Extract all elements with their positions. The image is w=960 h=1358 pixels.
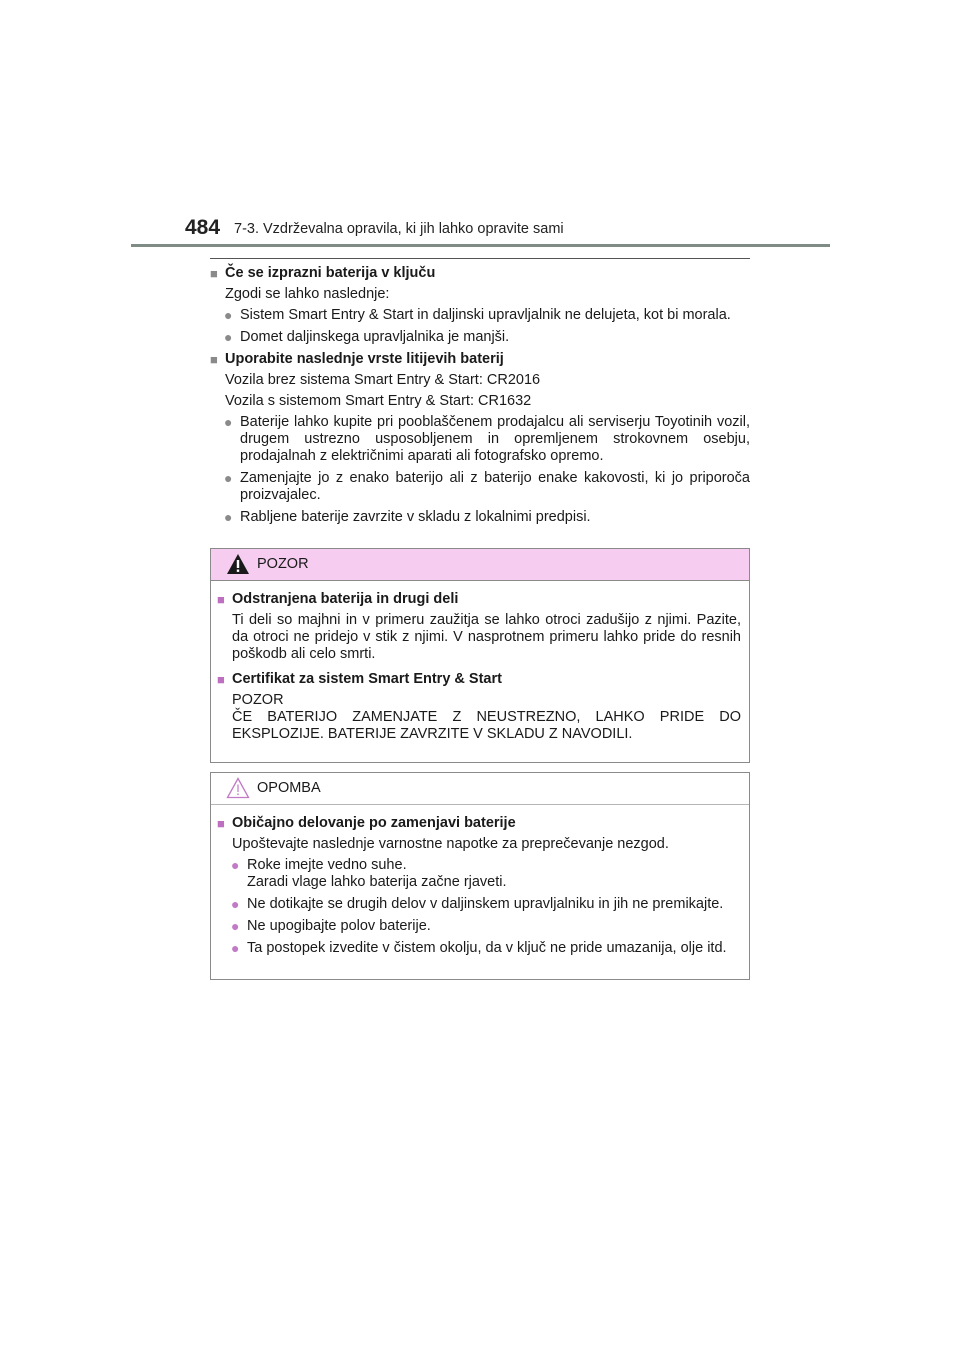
warning-item-text: Ti deli so majhni in v primeru zaužitja se lahko otroci zadušijo z njimi. Pazite, da otroci ne pridejo v stik z njimi. V nasprotnem primeru lahko pride do resnih poškodb ali celo smrti. — [232, 612, 741, 662]
battery-type-line: Vozila brez sistema Smart Entry & Start: CR2016 — [225, 372, 541, 388]
page-header — [131, 212, 830, 248]
square-bullet-icon: ■ — [210, 266, 218, 281]
warning-label: POZOR — [257, 556, 309, 572]
list-item: ● Ne upogibajte polov baterije. — [231, 918, 431, 934]
list-item: ● Ta postopek izvedite v čistem okolju, da v ključ ne pride umazanija, olje itd. — [231, 940, 727, 956]
warning-item-heading: ■ Odstranjena baterija in drugi deli — [217, 591, 459, 607]
warning-box-body — [211, 581, 749, 759]
circle-bullet-icon: ● — [224, 470, 233, 486]
notice-box-body — [211, 805, 749, 974]
circle-bullet-icon: ● — [231, 896, 240, 912]
square-bullet-icon: ■ — [217, 592, 225, 607]
notice-icon — [226, 777, 250, 799]
circle-bullet-icon: ● — [231, 857, 240, 873]
circle-bullet-icon: ● — [231, 918, 240, 934]
notice-box — [210, 772, 750, 980]
list-item: ● Ne dotikajte se drugih delov v daljinskem upravljalniku in jih ne premikajte. — [231, 896, 724, 912]
section-heading-battery-empty: ■ Če se izprazni baterija v ključu — [210, 265, 436, 281]
circle-bullet-icon: ● — [224, 509, 233, 525]
certificate-text: ČE BATERIJO ZAMENJATE Z NEUSTREZNO, LAHKO PRIDE DO EKSPLOZIJE. BATERIJE ZAVRZITE V SKLADU Z NAVODILI. — [232, 709, 741, 742]
warning-icon — [226, 553, 250, 575]
battery-type-line: Vozila s sistemom Smart Entry & Start: CR1632 — [225, 393, 532, 409]
header-rule — [131, 244, 830, 247]
list-item: ● Zamenjajte jo z enako baterijo ali z baterijo enake kakovosti, ki jo priporoča proizvajalec. — [224, 470, 750, 503]
list-item: ● Domet daljinskega upravljalnika je manjši. — [224, 329, 510, 345]
page-number: 484 — [185, 216, 221, 239]
main-content — [210, 265, 750, 531]
notice-label: OPOMBA — [257, 780, 321, 796]
warning-box-header — [211, 549, 749, 581]
notice-box-header — [211, 773, 749, 805]
chapter-title: 7-3. Vzdrževalna opravila, ki jih lahko opravite sami — [234, 221, 564, 237]
square-bullet-icon: ■ — [217, 672, 225, 687]
circle-bullet-icon: ● — [231, 940, 240, 956]
notice-heading: ■ Običajno delovanje po zamenjavi baterije — [217, 815, 516, 831]
square-bullet-icon: ■ — [217, 816, 225, 831]
notice-intro: Upoštevajte naslednje varnostne napotke za preprečevanje nezgod. — [232, 836, 669, 852]
certificate-caution-word: POZOR — [232, 692, 284, 708]
circle-bullet-icon: ● — [224, 414, 233, 430]
circle-bullet-icon: ● — [224, 329, 233, 345]
list-item: ● Rabljene baterije zavrzite v skladu z lokalnimi predpisi. — [224, 509, 591, 525]
square-bullet-icon: ■ — [210, 352, 218, 367]
section-intro: Zgodi se lahko naslednje: — [225, 286, 390, 302]
circle-bullet-icon: ● — [224, 307, 233, 323]
section-divider — [210, 258, 750, 259]
warning-box — [210, 548, 750, 763]
list-item: ● Baterije lahko kupite pri pooblaščenem prodajalcu ali serviserju Toyotinih vozil, drugem ustrezno usposobljenem in opremljenem strokovnem osebju, prodajalnah z električnimi aparati ali fotografsko opremo. — [224, 414, 750, 464]
list-item: ● Roke imejte vedno suhe. Zaradi vlage lahko baterija začne rjaveti. — [231, 857, 507, 890]
section-heading-battery-types: ■ Uporabite naslednje vrste litijevih baterij — [210, 351, 504, 367]
warning-item-heading: ■ Certifikat za sistem Smart Entry & Start — [217, 671, 502, 687]
list-item: ● Sistem Smart Entry & Start in daljinski upravljalnik ne delujeta, kot bi morala. — [224, 307, 731, 323]
